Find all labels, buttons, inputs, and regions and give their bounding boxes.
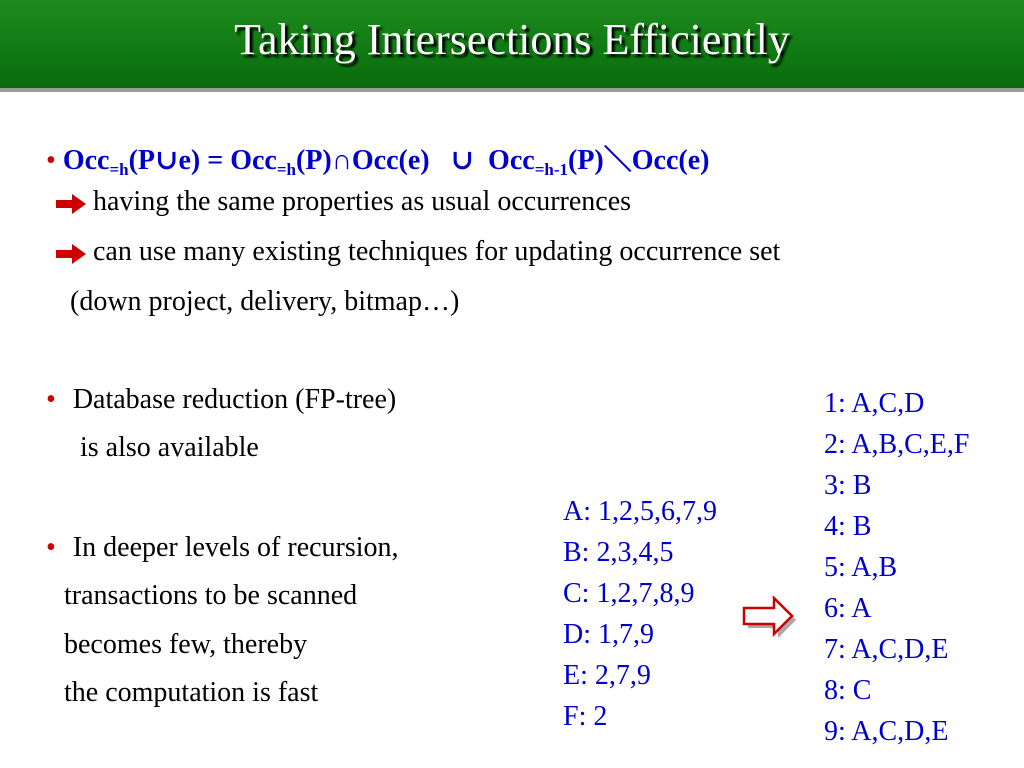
bullet-marker: • <box>46 145 56 176</box>
transaction-item: 7: A,C,D,E <box>824 634 949 665</box>
occurrence-formula: Occ$_{=h}$(P∪e) = Occ$_{=h}$(P)∩Occ(e) ∪ Occ$_{=h-1}$(P)＼Occ(e) <box>62 145 710 179</box>
bullet-1-line-2 <box>56 186 631 218</box>
occurrence-item: E: 2,7,9 <box>563 660 651 691</box>
bullet-marker: • <box>46 532 56 563</box>
title-bar-shadow <box>0 88 1024 92</box>
bullet-2-line-2: is also available <box>80 432 259 463</box>
transaction-item: 9: A,C,D,E <box>824 716 949 747</box>
bullet-1-text-3: can use many existing techniques for updating occurrence set <box>93 236 781 267</box>
transaction-item: 1: A,C,D <box>824 388 925 419</box>
red-right-arrow-icon <box>56 244 86 264</box>
bullet-marker: • <box>46 384 56 415</box>
red-right-arrow-icon <box>56 194 86 214</box>
occurrence-item: D: 1,7,9 <box>563 619 654 650</box>
occurrence-item: B: 2,3,4,5 <box>563 537 674 568</box>
transaction-item: 2: A,B,C,E,F <box>824 429 970 460</box>
occurrence-item: F: 2 <box>563 701 608 732</box>
transaction-item: 8: C <box>824 675 872 706</box>
outlined-right-arrow-icon <box>742 596 800 640</box>
bullet-3-line-4: the computation is fast <box>64 677 319 708</box>
occurrence-item: A: 1,2,5,6,7,9 <box>563 496 717 527</box>
bullet-3-line-2: transactions to be scanned <box>64 580 358 611</box>
bullet-1-line-3 <box>56 236 780 268</box>
bullet-1-text-2: having the same properties as usual occurrences <box>93 186 632 217</box>
bullet-1-line-1 <box>46 138 709 180</box>
page-title: Taking Intersections Efficiently <box>234 15 790 64</box>
bullet-3-line-1: • In deeper levels of recursion, <box>46 532 399 563</box>
transaction-item: 3: B <box>824 470 872 501</box>
bullet-3-line-3: becomes few, thereby <box>64 629 308 660</box>
bullet-1-line-4: (down project, delivery, bitmap…) <box>70 286 460 317</box>
transaction-item: 4: B <box>824 511 872 542</box>
occurrence-item: C: 1,2,7,8,9 <box>563 578 695 609</box>
bullet-2-line-1: • Database reduction (FP-tree) <box>46 384 397 415</box>
transaction-item: 5: A,B <box>824 552 898 583</box>
transaction-item: 6: A <box>824 593 872 624</box>
